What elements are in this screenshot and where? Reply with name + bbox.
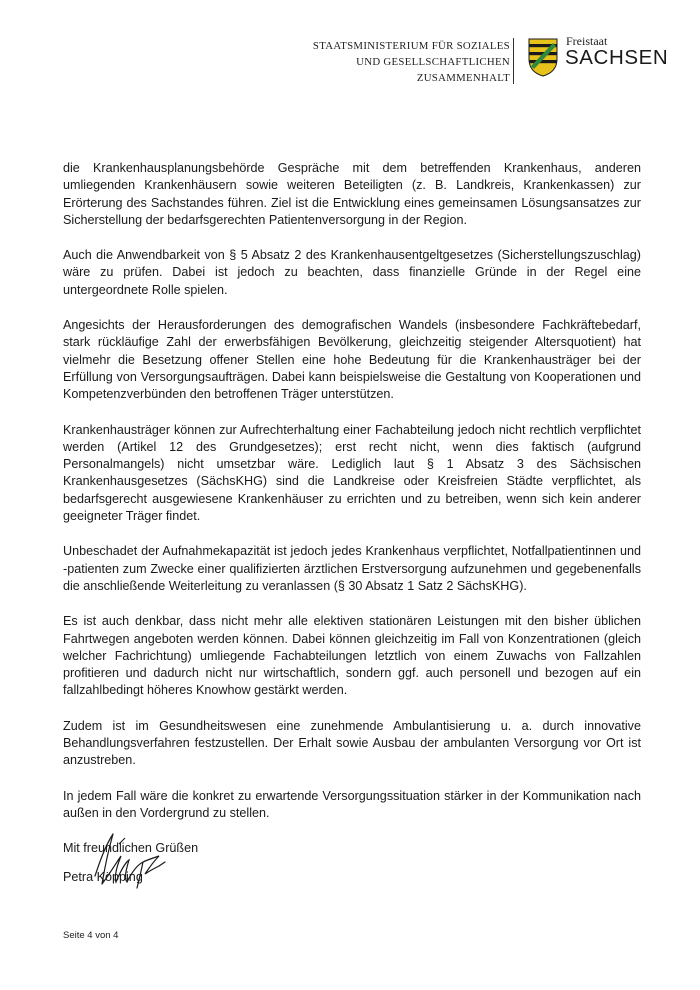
body-paragraph: Angesichts der Herausforderungen des demografischen Wandels (insbesondere Fachkräftebedarf, stark rückläufige Zahl der erwerbsfähigen Bevölkerung, gleichzeitig steigender Altersquotient) hat vielmehr die Besetzung offener Stellen eine hohe Bedeutung für die Krankenhausträger bei der Erfüllung von Versorgungsaufträgen. Dabei kann beispielsweise die Gestaltung von Kooperationen und Kompetenzverbünden den betroffenen Träger unterstützen. (63, 318, 641, 402)
letterhead (0, 32, 700, 82)
body-paragraph: In jedem Fall wäre die konkret zu erwartende Versorgungssituation stärker in der Kommunikation nach außen in den Vordergrund zu stellen. (63, 788, 641, 820)
body-paragraph: Krankenhausträger können zur Aufrechterhaltung einer Fachabteilung jedoch nicht rechtlich verpflichtet werden (Artikel 12 des Grundgesetzes); erst recht nicht, wenn dies faktisch (aufgrund Personalmangels) nicht umsetzbar wäre. Lediglich laut § 1 Absatz 3 des Sächsischen Krankenhausgesetzes (SächsKHG) sind die Landkreise oder Kreisfreien Städte verpflichtet, als bedarfsgerecht ausgewiesene Krankenhäuser zu errichten und zu betreiben, wenn sich kein anderer geeigneter Träger findet. (63, 422, 641, 524)
state-label-small: Freistaat (566, 34, 608, 48)
letterhead-divider (513, 38, 514, 84)
ministry-line: UND GESELLSCHAFTLICHEN (356, 56, 510, 68)
page-number: Seite 4 von 4 (63, 930, 119, 941)
coat-of-arms-icon (525, 35, 561, 77)
state-label-large: SACHSEN (565, 46, 669, 69)
body-paragraph: Es ist auch denkbar, dass nicht mehr alle elektiven stationären Leistungen mit den bisher üblichen Fahrtwegen angeboten werden können. Dabei können gleichzeitig im Fall von Konzentrationen (gleich welcher Fachrichtung) umliegende Fachabteilungen letztlich von einem Zuwachs von Fallzahlen profitieren und dadurch nicht nur wirtschaftlich, sondern ggf. auch personell und bezogen auf ein fallzahlbedingt höheres Knowhow gestärkt werden. (63, 614, 641, 698)
ministry-line: ZUSAMMENHALT (416, 72, 510, 84)
ministry-line: STAATSMINISTERIUM FÜR SOZIALES (312, 40, 510, 52)
signer-name: Petra Köpping (63, 870, 143, 884)
body-paragraph: die Krankenhausplanungsbehörde Gespräche mit dem betreffenden Krankenhaus, anderen umliegenden Krankenhäusern sowie weiteren Beteiligten (z. B. Landkreis, Krankenkassen) zur Erörterung des Sachstandes führen. Ziel ist die Entwicklung eines gemeinsamen Lösungsansatzes zur Sicherstellung der bedarfsgerechten Patientenversorgung in der Region. (63, 161, 641, 227)
body-paragraph: Unbeschadet der Aufnahmekapazität ist jedoch jedes Krankenhaus verpflichtet, Notfallpatientinnen und -patienten zum Zwecke einer qualifizierten ärztlichen Erstversorgung aufzunehmen und gegebenenfalls die anschließende Weiterleitung zu veranlassen (§ 30 Absatz 1 Satz 2 SächsKHG). (63, 544, 641, 593)
letter-body (63, 160, 641, 876)
body-paragraph: Auch die Anwendbarkeit von § 5 Absatz 2 des Krankenhausentgeltgesetzes (Sicherstellungszuschlag) wäre zu prüfen. Dabei ist jedoch zu beachten, dass finanzielle Gründe in der Regel eine untergeordnete Rolle spielen. (63, 248, 641, 297)
handwritten-signature-icon (55, 826, 185, 896)
body-paragraph: Zudem ist im Gesundheitswesen eine zunehmende Ambulantisierung u. a. durch innovative Behandlungsverfahren festzustellen. Der Erhalt sowie Ausbau der ambulanten Versorgung vor Ort ist anzustreben. (63, 718, 641, 768)
ministry-name (250, 38, 510, 86)
closing-salutation: Mit freundlichen Grüßen (63, 841, 199, 856)
